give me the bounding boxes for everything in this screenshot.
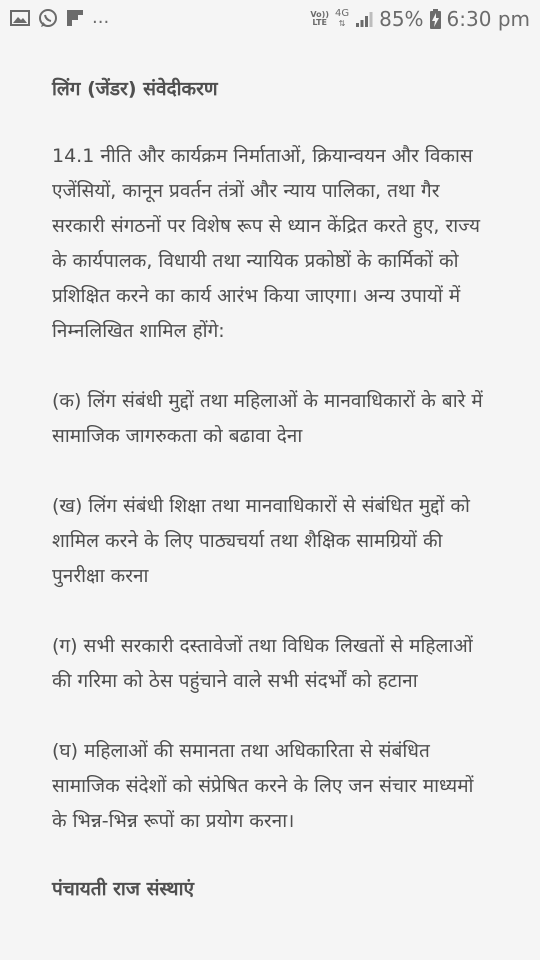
whatsapp-icon <box>38 8 58 28</box>
flipboard-icon <box>66 9 84 27</box>
section-heading-panchayati-raj: पंचायती राज संस्थाएं <box>52 878 194 900</box>
clock: 6:30 pm <box>446 7 530 31</box>
section-heading-gender-sensitization: लिंग (जेंडर) संवेदीकरण <box>52 78 218 100</box>
status-indicators <box>310 7 530 31</box>
volte-indicator: Vo)) LTE <box>310 10 329 27</box>
battery-charging-icon <box>430 9 441 29</box>
list-item-kha: (ख) लिंग संबंधी शिक्षा तथा मानवाधिकारों से संबंधित मुद्दों को शामिल करने के लिए पाठ्यचर्या तथा शैक्षिक सामग्रियों की पुनरीक्षा करना <box>52 495 470 587</box>
list-item-ka: (क) लिंग संबंधी मुद्दों तथा महिलाओं के मानवाधिकारों के बारे में सामाजिक जागरुकता को बढावा देना <box>52 390 483 447</box>
battery-percent: 85% <box>379 7 424 31</box>
notification-icons <box>10 8 109 28</box>
signal-icon <box>355 10 373 28</box>
image-notification-icon <box>10 9 30 27</box>
more-notifications: ... <box>92 7 110 28</box>
paragraph-14-1: 14.1 नीति और कार्यक्रम निर्माताओं, क्रियान्वयन और विकास एजेंसियों, कानून प्रवर्तन तंत्रों और न्याय पालिका, तथा गैर सरकारी संगठनों पर विशेष रूप से ध्यान केंद्रित करते हुए, राज्य के कार्यपालक, विधायी तथा न्यायिक प्रकोष्ठों के कार्मिकों को प्रशिक्षित करने का कार्य आरंभ किया जाएगा। अन्य उपायों में निम्नलिखित शामिल होंगे: <box>52 145 481 342</box>
list-item-ga: (ग) सभी सरकारी दस्तावेजों तथा विधिक लिखतों से महिलाओं की गरिमा को ठेस पहुंचाने वाले सभी संदर्भों को हटाना <box>52 635 473 692</box>
status-bar <box>0 0 540 40</box>
article-content <box>52 74 492 904</box>
network-type: 4G ⇅ <box>334 8 350 28</box>
list-item-gha: (घ) महिलाओं की समानता तथा अधिकारिता से संबंधित सामाजिक संदेशों को संप्रेषित करने के लिए जन संचार माध्यमों के भिन्न-भिन्न रूपों का प्रयोग करना। <box>52 740 474 832</box>
